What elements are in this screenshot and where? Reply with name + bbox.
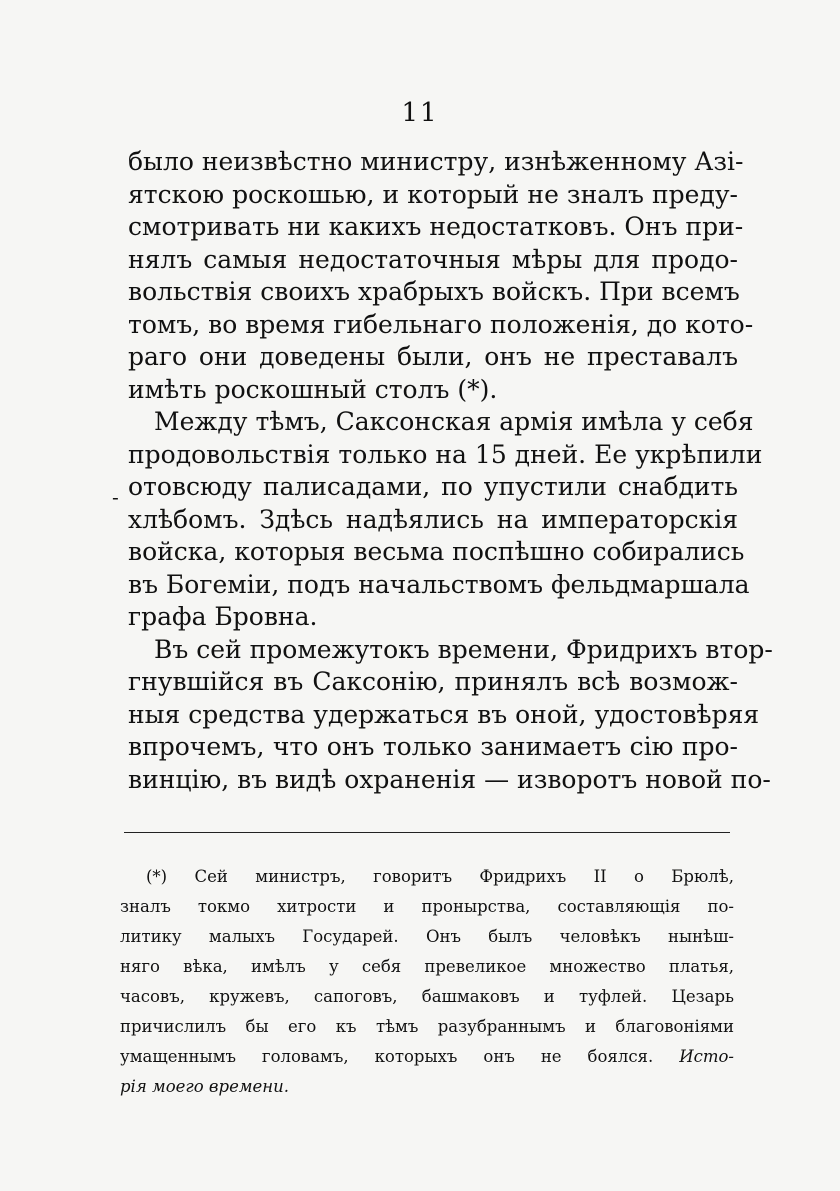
text-line: смотривать ни какихъ недостатковъ. Онъ при- <box>128 212 744 241</box>
footnote-source: рія моего времени. <box>120 1077 290 1096</box>
text-line: вольствія своихъ храбрыхъ войскъ. При всемъ <box>128 277 740 306</box>
text-line: томъ, во время гибельнаго положенія, до кото- <box>128 309 754 339</box>
page-number: 11 <box>401 98 439 128</box>
footnote-line: зналъ токмо хитрости и пронырства, составляющія по- <box>120 897 734 916</box>
paragraph-3 <box>128 634 773 797</box>
paragraph-2 <box>128 406 763 634</box>
footnote-source: Исто- <box>679 1047 735 1066</box>
margin-mark: - <box>112 485 119 509</box>
text-line: впрочемъ, что онъ только занимаетъ сію про- <box>128 732 738 761</box>
paragraph-1 <box>128 146 754 406</box>
text-line: въ Богеміи, подъ начальствомъ фельдмаршала <box>128 569 750 599</box>
text-line: графа Бровна. <box>128 602 318 631</box>
text-line: ятскою роскошью, и который не зналъ преду- <box>128 179 738 209</box>
main-text <box>128 146 773 796</box>
text-line: винцію, въ видѣ охраненія — изворотъ новой по- <box>128 764 771 794</box>
text-line: ныя средства удержаться въ оной, удостовѣряя <box>128 699 760 729</box>
footnote-text: умащеннымъ головамъ, которыхъ онъ не боялся. <box>120 1047 654 1066</box>
text-line: отовсюду палисадами, по упустили снабдить <box>128 472 738 501</box>
footnote-line: часовъ, кружевъ, сапоговъ, башмаковъ и туфлей. Цезарь <box>120 987 734 1006</box>
footnote-line: литику малыхъ Государей. Онъ былъ человѣкъ нынѣш- <box>120 927 734 946</box>
footnote-line: няго вѣка, имѣлъ у себя превеликое множество платья, <box>120 957 734 976</box>
text-line: хлѣбомъ. Здѣсь надѣялись на императорскія <box>128 504 738 534</box>
text-line: нялъ самыя недостаточныя мѣры для продо- <box>128 244 738 274</box>
footnote-line: (*) Сей министръ, говоритъ Фридрихъ II о Брюлѣ, <box>146 867 734 886</box>
text-line: раго они доведены были, онъ не преставалъ <box>128 342 738 371</box>
text-line: было неизвѣстно министру, изнѣженному Азі- <box>128 147 744 176</box>
text-line: продовольствія только на 15 дней. Ее укрѣпили <box>128 439 763 469</box>
text-line: войска, которыя весьма поспѣшно собирались <box>128 537 745 566</box>
footnote-divider <box>124 832 730 833</box>
text-line: гнувшійся въ Саксонію, принялъ всѣ возмож- <box>128 667 738 696</box>
footnote <box>120 862 734 1102</box>
footnote-line-with-source <box>120 1042 734 1072</box>
text-line: Въ сей промежутокъ времени, Фридрихъ втор- <box>154 634 773 664</box>
text-line: Между тѣмъ, Саксонская армія имѣла у себя <box>154 407 754 436</box>
text-line: имѣть роскошный столъ (*). <box>128 374 498 404</box>
footnote-line: причислилъ бы его къ тѣмъ разубраннымъ и благовоніями <box>120 1017 734 1036</box>
